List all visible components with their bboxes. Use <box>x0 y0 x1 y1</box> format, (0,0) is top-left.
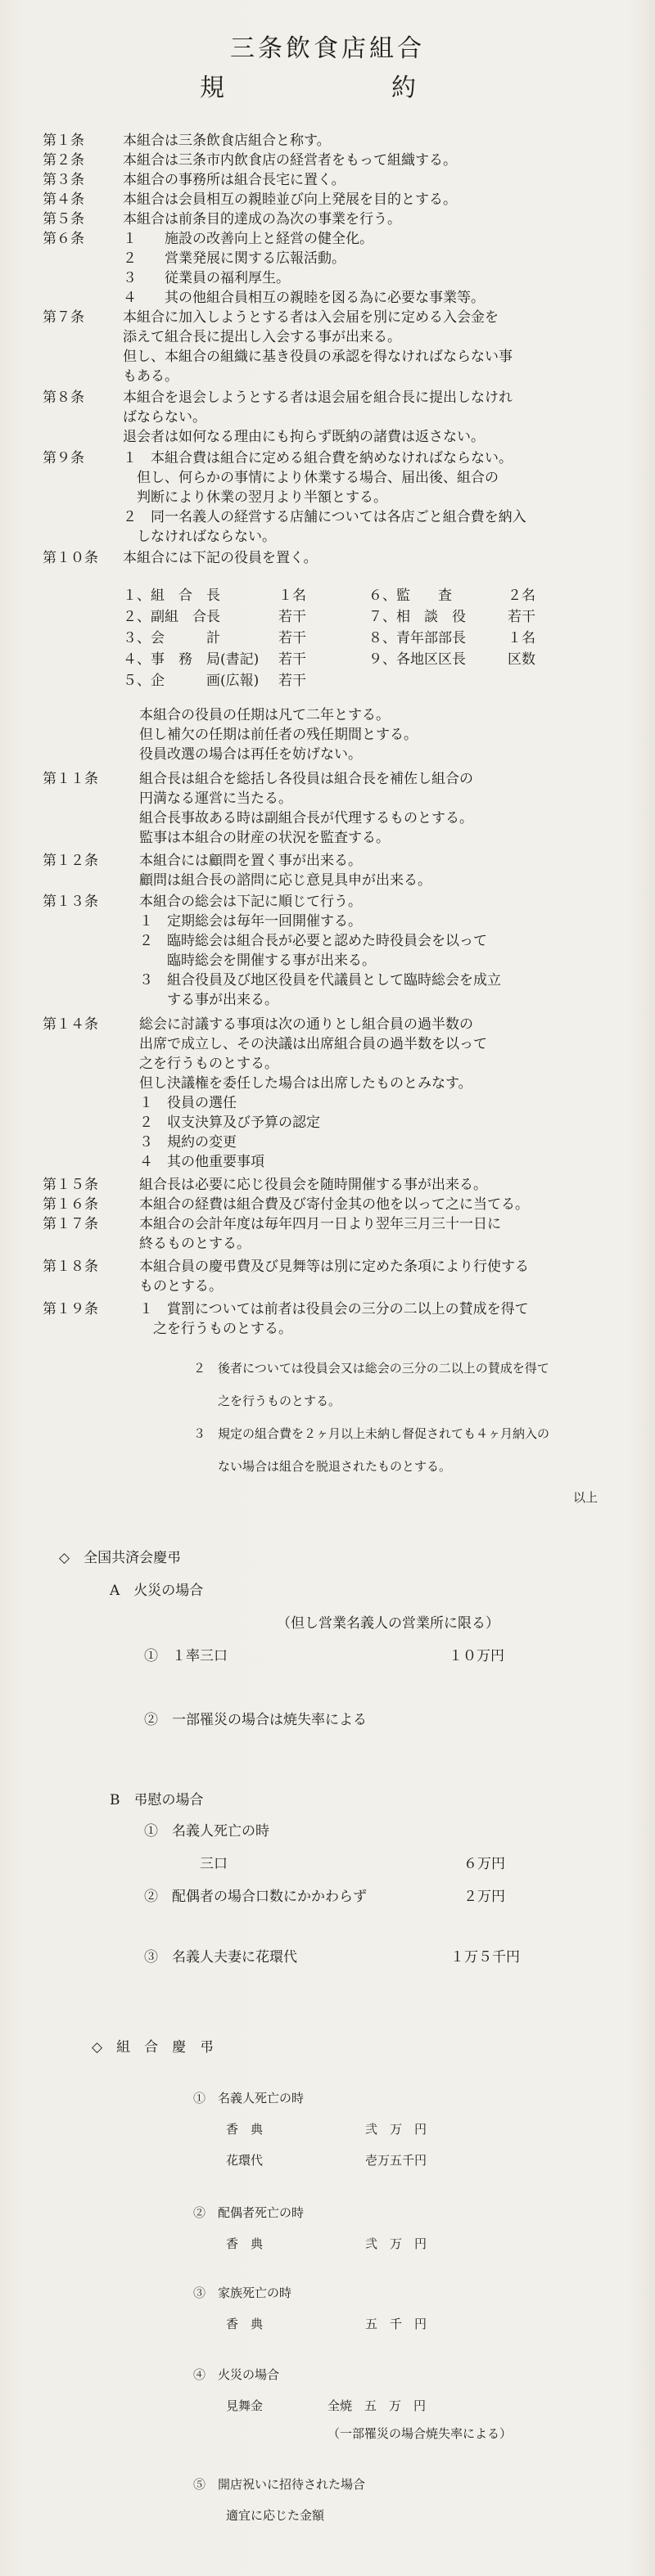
document-title: 三条飲食店組合 <box>230 34 425 63</box>
benefit-subitem: 香 典 <box>226 2236 264 2251</box>
article-text: 総会に討議する事項は次の通りとし組合員の過半数の <box>139 1016 473 1033</box>
benefit-subitem: 見舞金 <box>226 2398 264 2413</box>
role-count: 若干 <box>278 630 306 646</box>
document-subtitle: 規 約 <box>200 74 455 102</box>
article-text: 臨時総会を開催する事が出来る。 <box>139 952 376 969</box>
role-name: ６、監 査 <box>368 588 452 604</box>
note-text: （但し営業名義人の営業所に限る） <box>277 1615 499 1632</box>
article-label: 第５条 <box>43 211 84 227</box>
benefit-amount: ６万円 <box>463 1856 505 1872</box>
article-text: 役員改選の場合は再任を妨げない。 <box>139 746 362 763</box>
benefit-subitem: 香 典 <box>226 2122 264 2137</box>
benefit-amount: 五 千 円 <box>365 2317 427 2331</box>
article-text: 判断により休業の翌月より半額とする。 <box>123 489 387 506</box>
article-text: 添えて組合長に提出し入会する事が出来る。 <box>123 329 401 345</box>
benefit-amount: １０万円 <box>449 1648 504 1664</box>
role-name: ７、相 談 役 <box>368 609 466 625</box>
role-name: ４、事 務 局(書記) <box>123 651 260 668</box>
article-label: 第２条 <box>43 152 84 169</box>
article-text: 顧問は組合長の諮問に応じ意見具申が出来る。 <box>139 872 431 889</box>
article-label: 第１９条 <box>43 1301 98 1317</box>
article-label: 第１条 <box>43 133 84 149</box>
subsection-label: A 火災の場合 <box>110 1583 204 1599</box>
article-text: ４ 其の他重要事項 <box>139 1154 264 1170</box>
article-text: 本組合は三条市内飲食店の経営者をもって組織する。 <box>123 152 457 169</box>
article-text: 但し補欠の任期は前任者の残任期間とする。 <box>139 727 418 743</box>
article-text: 本組合員の慶弔費及び見舞等は別に定めた条項により行使する <box>139 1259 529 1275</box>
article-text: 終るものとする。 <box>139 1236 251 1252</box>
article-text: 之を行うものとする。 <box>139 1056 278 1072</box>
article-text: 出席で成立し、その決議は出席組合員の過半数を以って <box>139 1036 487 1052</box>
article-text: 本組合の事務所は組合長宅に置く。 <box>123 172 346 188</box>
article-text: ものとする。 <box>139 1278 223 1295</box>
role-name: ８、青年部部長 <box>368 630 466 646</box>
article-text: 但し決議権を委任した場合は出席したものとみなす。 <box>139 1075 472 1092</box>
article-text: 本組合は前条目的達成の為次の事業を行う。 <box>123 211 401 227</box>
benefit-amount: ２万円 <box>463 1889 505 1905</box>
article-text: もある。 <box>123 368 178 385</box>
role-name: １、組 合 長 <box>123 588 220 604</box>
benefit-subitem: 花環代 <box>226 2153 264 2168</box>
article-text: ３ 従業員の福利厚生。 <box>123 270 290 286</box>
article-text: ２ 営業発展に関する広報活動。 <box>123 250 346 267</box>
article-text: １ 賞罰については前者は役員会の三分の二以上の賛成を得て <box>139 1301 529 1317</box>
role-count: ２名 <box>508 588 535 604</box>
article-text: する事が出来る。 <box>139 992 278 1008</box>
role-count: 若干 <box>278 651 306 668</box>
role-count: 区数 <box>508 651 535 668</box>
article-label: 第１６条 <box>43 1196 98 1213</box>
article-text: 之を行うものとする。 <box>218 1394 341 1408</box>
article-text: ２ 臨時総会は組合長が必要と認めた時役員会を以って <box>139 933 487 949</box>
benefit-item: ⑤ 開店祝いに招待された場合 <box>193 2477 366 2492</box>
article-text: 本組合の役員の任期は凡て二年とする。 <box>139 707 390 723</box>
article-label: 第１２条 <box>43 853 98 869</box>
benefit-item: ② 配偶者死亡の時 <box>193 2205 305 2220</box>
note-text: （一部罹災の場合焼失率による） <box>328 2426 513 2441</box>
article-text: 組合長は組合を総括し各役員は組合長を補佐し組合の <box>139 771 473 787</box>
section-heading: ◇ 組 合 慶 弔 <box>92 2039 215 2056</box>
note-text: 適宜に応じた金額 <box>226 2508 325 2523</box>
benefit-item: ① １率三口 <box>144 1648 228 1664</box>
article-label: 第４条 <box>43 191 84 208</box>
benefit-item: ③ 名義人夫妻に花環代 <box>144 1949 297 1966</box>
benefit-item: ① 名義人死亡の時 <box>144 1823 269 1840</box>
article-text: ２ 同一名義人の経営する店舗については各店ごと組合費を納入 <box>123 509 526 525</box>
article-label: 第１５条 <box>43 1177 98 1193</box>
article-text: １ 本組合費は組合に定める組合費を納めなければならない。 <box>123 450 513 466</box>
article-text: １ 役員の選任 <box>139 1095 237 1111</box>
benefit-item: ② 一部罹災の場合は焼失率による <box>144 1712 367 1728</box>
article-label: 第９条 <box>43 450 84 466</box>
role-count: 若干 <box>508 609 535 625</box>
article-text: 本組合を退会しようとする者は退会届を組合長に提出しなけれ <box>123 390 513 406</box>
article-label: 第６条 <box>43 231 84 247</box>
role-name: ９、各地区区長 <box>368 651 466 668</box>
article-text: しなければならない。 <box>123 529 276 545</box>
article-text: ３ 組合役員及び地区役員を代議員として臨時総会を成立 <box>139 972 501 989</box>
article-text: ばならない。 <box>123 409 206 426</box>
article-text: 組合長事故ある時は副組合長が代理するものとする。 <box>139 810 473 826</box>
benefit-amount: １万５千円 <box>450 1949 520 1966</box>
article-text: 監事は本組合の財産の状況を監査する。 <box>139 830 390 846</box>
benefit-amount: 弐 万 円 <box>365 2236 427 2251</box>
article-text: 本組合の経費は組合費及び寄付金其の他を以って之に当てる。 <box>139 1196 529 1213</box>
article-text: ３ 規約の変更 <box>139 1134 237 1151</box>
article-text: 本組合の会計年度は毎年四月一日より翌年三月三十一日に <box>139 1216 501 1232</box>
article-label: 第１４条 <box>43 1016 98 1033</box>
role-count: 若干 <box>278 609 306 625</box>
article-label: 第１１条 <box>43 771 98 787</box>
article-label: 第８条 <box>43 390 84 406</box>
article-text: ２ 後者については役員会又は総会の三分の二以上の賛成を得て <box>193 1361 549 1376</box>
benefit-item: ② 配偶者の場合口数にかかわらず <box>144 1889 367 1905</box>
article-label: 第１８条 <box>43 1259 98 1275</box>
article-text: 本組合に加入しようとする者は入会届を別に定める入会金を <box>123 309 499 326</box>
article-text: 本組合の総会は下記に順じて行う。 <box>139 894 362 910</box>
role-count: １名 <box>508 630 535 646</box>
role-count: １名 <box>278 588 306 604</box>
article-label: 第１０条 <box>43 550 98 566</box>
role-name: ３、会 計 <box>123 630 220 646</box>
article-text: ４ 其の他組合員相互の親睦を図る為に必要な事業等。 <box>123 290 485 306</box>
article-text: 本組合には顧問を置く事が出来る。 <box>139 853 362 869</box>
section-heading: ◇ 全国共済会慶弔 <box>59 1550 182 1566</box>
article-label: 第３条 <box>43 172 84 188</box>
article-text: 退会者は如何なる理由にも拘らず既納の諸費は返さない。 <box>123 429 485 445</box>
article-text: ３ 規定の組合費を２ヶ月以上未納し督促されても４ヶ月納入の <box>193 1426 550 1441</box>
article-label: 第１３条 <box>43 894 98 910</box>
benefit-subitem: 三口 <box>200 1856 228 1872</box>
role-count: 若干 <box>278 673 306 689</box>
closing-mark: 以上 <box>573 1490 599 1505</box>
article-text: 組合長は必要に応じ役員会を随時開催する事が出来る。 <box>139 1177 487 1193</box>
benefit-subitem: 香 典 <box>226 2317 264 2331</box>
benefit-amount: 壱万五千円 <box>365 2153 427 2168</box>
benefit-item: ④ 火災の場合 <box>193 2367 280 2382</box>
article-text: 但し、何らかの事情により休業する場合、届出後、組合の <box>123 470 499 486</box>
article-text: 之を行うものとする。 <box>139 1321 292 1337</box>
article-label: 第１７条 <box>43 1216 98 1232</box>
article-text: 円満なる運営に当たる。 <box>139 790 292 807</box>
article-text: １ 施設の改善向上と経営の健全化。 <box>123 231 373 247</box>
benefit-amount: 全焼 五 万 円 <box>328 2398 427 2413</box>
article-text: 但し、本組合の組織に基き役員の承認を得なければならない事 <box>123 349 513 365</box>
article-text: 本組合は会員相互の親睦並び向上発展を目的とする。 <box>123 191 457 208</box>
benefit-amount: 弐 万 円 <box>365 2122 427 2137</box>
benefit-item: ① 名義人死亡の時 <box>193 2091 305 2105</box>
article-text: 本組合は三条飲食店組合と称す。 <box>123 133 331 149</box>
role-name: ２、副組 合長 <box>123 609 220 625</box>
article-label: 第７条 <box>43 309 84 326</box>
article-text: ２ 収支決算及び予算の認定 <box>139 1115 320 1131</box>
article-text: ない場合は組合を脱退されたものとする。 <box>218 1459 452 1474</box>
article-text: １ 定期総会は毎年一回開催する。 <box>139 913 362 930</box>
benefit-item: ③ 家族死亡の時 <box>193 2286 292 2300</box>
role-name: ５、企 画(広報) <box>123 673 260 689</box>
subsection-label: B 弔慰の場合 <box>110 1792 204 1808</box>
article-text: 本組合には下記の役員を置く。 <box>123 550 318 566</box>
